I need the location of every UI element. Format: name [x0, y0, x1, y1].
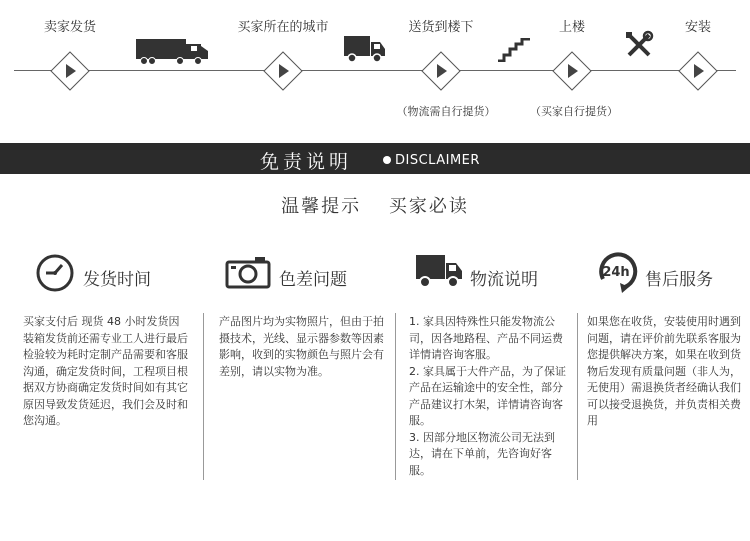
disclaimer-banner: [0, 143, 750, 174]
step-label-buyer-city: 买家所在的城市: [237, 20, 329, 35]
timeline-line: [14, 70, 736, 71]
tips-right: 买家必读: [388, 196, 469, 217]
step-marker-3: [421, 51, 461, 91]
clock-icon: [35, 253, 75, 293]
tips-left: 温馨提示: [281, 196, 362, 217]
section-title-after-sales: 售后服务: [645, 270, 713, 290]
color-difference-paragraph: 产品图片均为实物照片，但由于拍摄技术，光线、显示器参数等因素影响，收到的实物颜色与照片会有差别，请以实物为准。: [219, 315, 384, 378]
step-marker-4: [552, 51, 592, 91]
column-divider-2: [395, 313, 396, 480]
step-label-upstairs: 上楼: [558, 20, 586, 35]
logistics-paragraph-3: 3. 因部分地区物流公司无法到达，请在下单前，先咨询好客服。: [409, 430, 555, 477]
tips-heading: [0, 192, 750, 218]
logistics-paragraph-1: 1. 家具因特殊性只能发物流公司，因各地路程、产品不同运费详情请咨询客服。: [409, 315, 563, 361]
step-label-seller-ship: 卖家发货: [43, 20, 97, 35]
note-logistics-pickup: （物流需自行提货）: [396, 105, 496, 118]
section-title-logistics: 物流说明: [470, 270, 538, 290]
stairs-icon: [497, 38, 531, 62]
section-title-shipping-time: 发货时间: [83, 270, 151, 290]
color-difference-text: [219, 314, 384, 380]
after-sales-text: [587, 314, 747, 430]
24h-label: 24h: [602, 265, 630, 280]
banner-subtitle: DISCLAIMER: [395, 153, 480, 168]
after-sales-paragraph: 如果您在收货，安装使用时遇到问题，请在评价前先联系客服为您提供解决方案，如果在收到货物后发现有质量问题（非人为，无使用）需退换货者经确认我们可以接受退换货，并负责相关费用: [587, 315, 741, 427]
step-label-install: 安装: [684, 20, 712, 35]
column-divider-1: [203, 313, 204, 480]
step-label-deliver-downstairs: 送货到楼下: [408, 20, 474, 35]
note-buyer-pickup: （买家自行提货）: [530, 105, 618, 118]
step-marker-5: [678, 51, 718, 91]
shipping-time-paragraph: 买家支付后 现货 48 小时发货因装箱发货前还需专业工人进行最后检验较为耗时定制产品需要和客服沟通，确定发货时间，工程项目根据双方协商确定发货时间如有其它原因导致发货延迟，我们会及时和您沟通。: [23, 315, 188, 427]
camera-icon: [225, 255, 271, 289]
tools-icon: [624, 30, 654, 60]
column-divider-3: [577, 313, 578, 480]
banner-title: 免责说明: [260, 151, 353, 173]
24h-service-icon: [595, 249, 639, 293]
bullet-dot-icon: [383, 156, 391, 164]
delivery-truck-icon: [344, 34, 386, 64]
step-marker-1: [50, 51, 90, 91]
logistics-text: [409, 314, 571, 479]
section-title-color-difference: 色差问题: [279, 270, 347, 290]
truck-icon: [415, 253, 463, 289]
logistics-paragraph-2: 2. 家具属于大件产品，为了保证产品在运输途中的安全性，部分产品建议打木架，详情请咨询客服。: [409, 364, 566, 427]
shipping-time-text: [23, 314, 188, 430]
step-marker-2: [263, 51, 303, 91]
large-truck-icon: [136, 37, 210, 65]
